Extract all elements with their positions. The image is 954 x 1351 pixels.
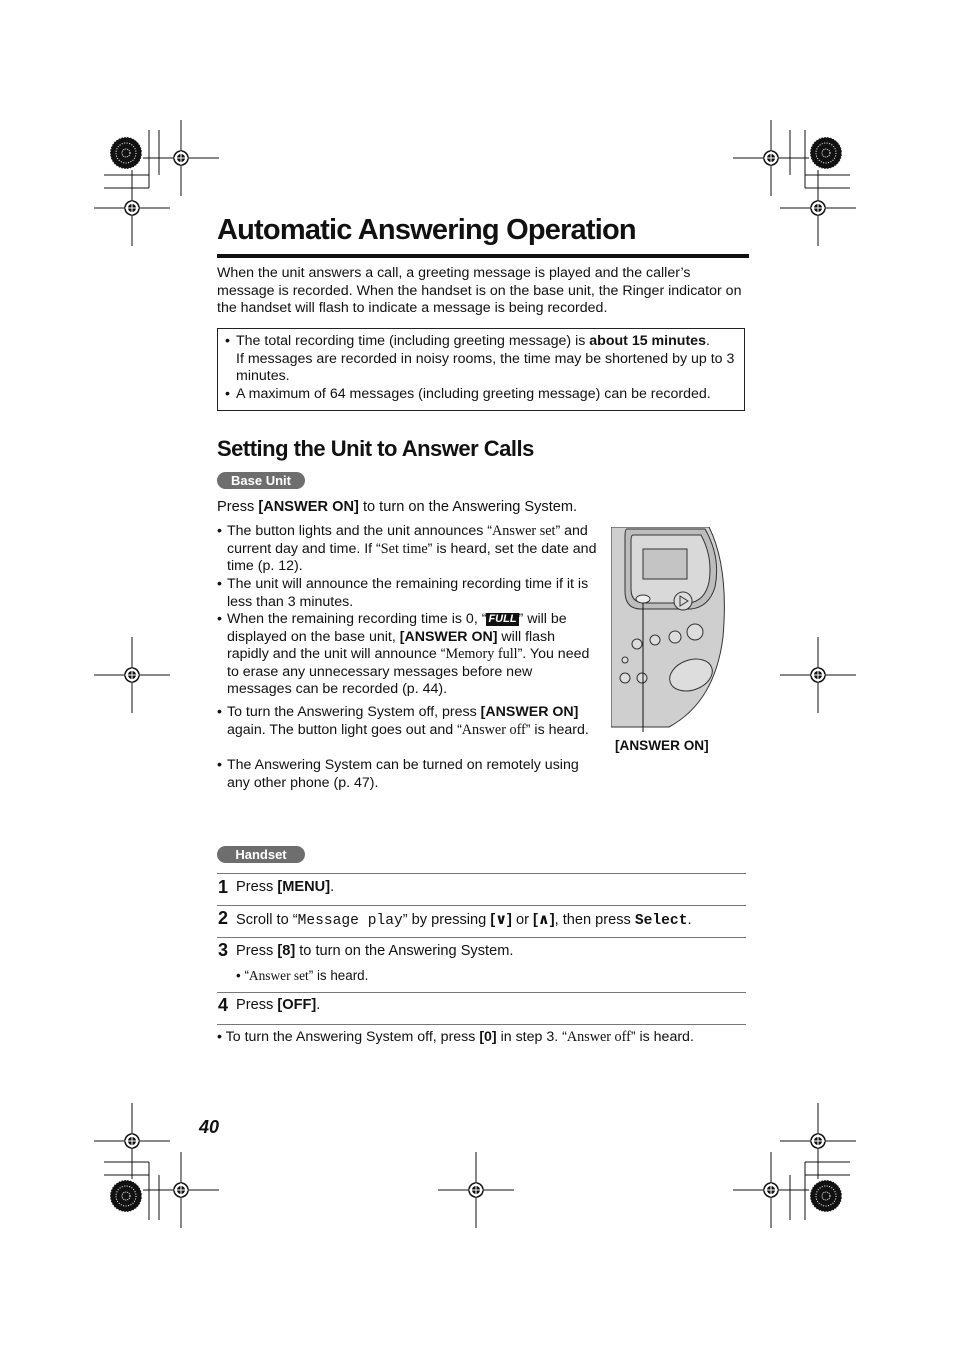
crosshair-mark bbox=[780, 637, 856, 713]
crosshair-mark bbox=[438, 1152, 514, 1228]
handset-badge: Handset bbox=[217, 846, 305, 863]
starburst-mark bbox=[810, 1180, 842, 1212]
step-rule bbox=[217, 873, 746, 874]
crosshair-mark bbox=[94, 637, 170, 713]
list-item: • The Answering System can be turned on remotely using any other phone (p. 47). bbox=[217, 757, 579, 791]
starburst-mark bbox=[110, 1180, 142, 1212]
step-subnote: • “Answer set” is heard. bbox=[236, 968, 369, 983]
note-item: • The total recording time (including greeting message) is about 15 minutes. If messages are recorded in noisy rooms, the time may be shortened by up to 3 minutes. bbox=[225, 333, 735, 385]
step-number: 2 bbox=[218, 908, 229, 928]
page-number: 40 bbox=[199, 1117, 220, 1137]
title-rule bbox=[217, 254, 749, 258]
step-rule bbox=[217, 992, 746, 993]
crosshair-mark bbox=[733, 1152, 809, 1228]
list-item: • The button lights and the unit announces “Answer set” and current day and time. If “Set time” is heard, set the date and time (p. 12). bbox=[217, 523, 597, 575]
base-unit-illustration bbox=[611, 527, 729, 732]
page-title: Automatic Answering Operation bbox=[217, 214, 636, 246]
figure-label: [ANSWER ON] bbox=[615, 738, 709, 753]
crosshair-mark bbox=[780, 1103, 856, 1179]
step-text: Press [MENU]. bbox=[236, 879, 335, 895]
intro-paragraph: When the unit answers a call, a greeting message is played and the caller’s message is recorded. When the handset is on the base unit, the Ringer indicator on the handset will flash to indicate a message is being recorded. bbox=[217, 265, 742, 317]
step-text: Press [OFF]. bbox=[236, 997, 321, 1013]
crosshair-mark bbox=[143, 1152, 219, 1228]
list-item: • The unit will announce the remaining recording time if it is less than 3 minutes. bbox=[217, 576, 589, 610]
step-rule bbox=[217, 937, 746, 938]
base-unit-badge: Base Unit bbox=[217, 472, 305, 489]
note-item: • A maximum of 64 messages (including greeting message) can be recorded. bbox=[225, 386, 711, 402]
crosshair-mark bbox=[143, 120, 219, 196]
step-text: Scroll to “Message play” by pressing [∨] or [∧], then press Select. bbox=[236, 912, 692, 929]
list-item: • To turn the Answering System off, press [ANSWER ON] again. The button light goes out and “Answer off” is heard. bbox=[217, 704, 589, 738]
list-item: • When the remaining recording time is 0, “ FULL ” will be displayed on the base unit, [ANSWER ON] will flash rapidly and the unit will announce “Memory full”. You need to erase any unnecessary messages before new messages can be recorded (p. 44). bbox=[217, 611, 590, 698]
lead-instruction: Press [ANSWER ON] to turn on the Answering System. bbox=[217, 499, 578, 515]
step-text: Press [8] to turn on the Answering System. bbox=[236, 943, 514, 959]
note-box bbox=[217, 328, 745, 411]
section-heading: Setting the Unit to Answer Calls bbox=[217, 436, 534, 461]
full-display-icon: FULL bbox=[488, 613, 517, 625]
step-number: 1 bbox=[218, 877, 229, 897]
step-number: 3 bbox=[218, 940, 229, 960]
crosshair-mark bbox=[780, 170, 856, 246]
crosshair-mark bbox=[94, 170, 170, 246]
step-number: 4 bbox=[218, 995, 229, 1015]
note-item-continuation: If messages are recorded in noisy rooms, the time may be shortened by up to 3 minutes. bbox=[236, 350, 735, 385]
crosshair-mark bbox=[733, 120, 809, 196]
crosshair-mark bbox=[94, 1103, 170, 1179]
footer-note: • To turn the Answering System off, press [0] in step 3. “Answer off” is heard. bbox=[217, 1029, 694, 1045]
starburst-mark bbox=[810, 137, 842, 169]
starburst-mark bbox=[110, 137, 142, 169]
answer-on-button bbox=[636, 595, 650, 603]
step-rule bbox=[217, 1024, 746, 1025]
step-rule bbox=[217, 905, 746, 906]
